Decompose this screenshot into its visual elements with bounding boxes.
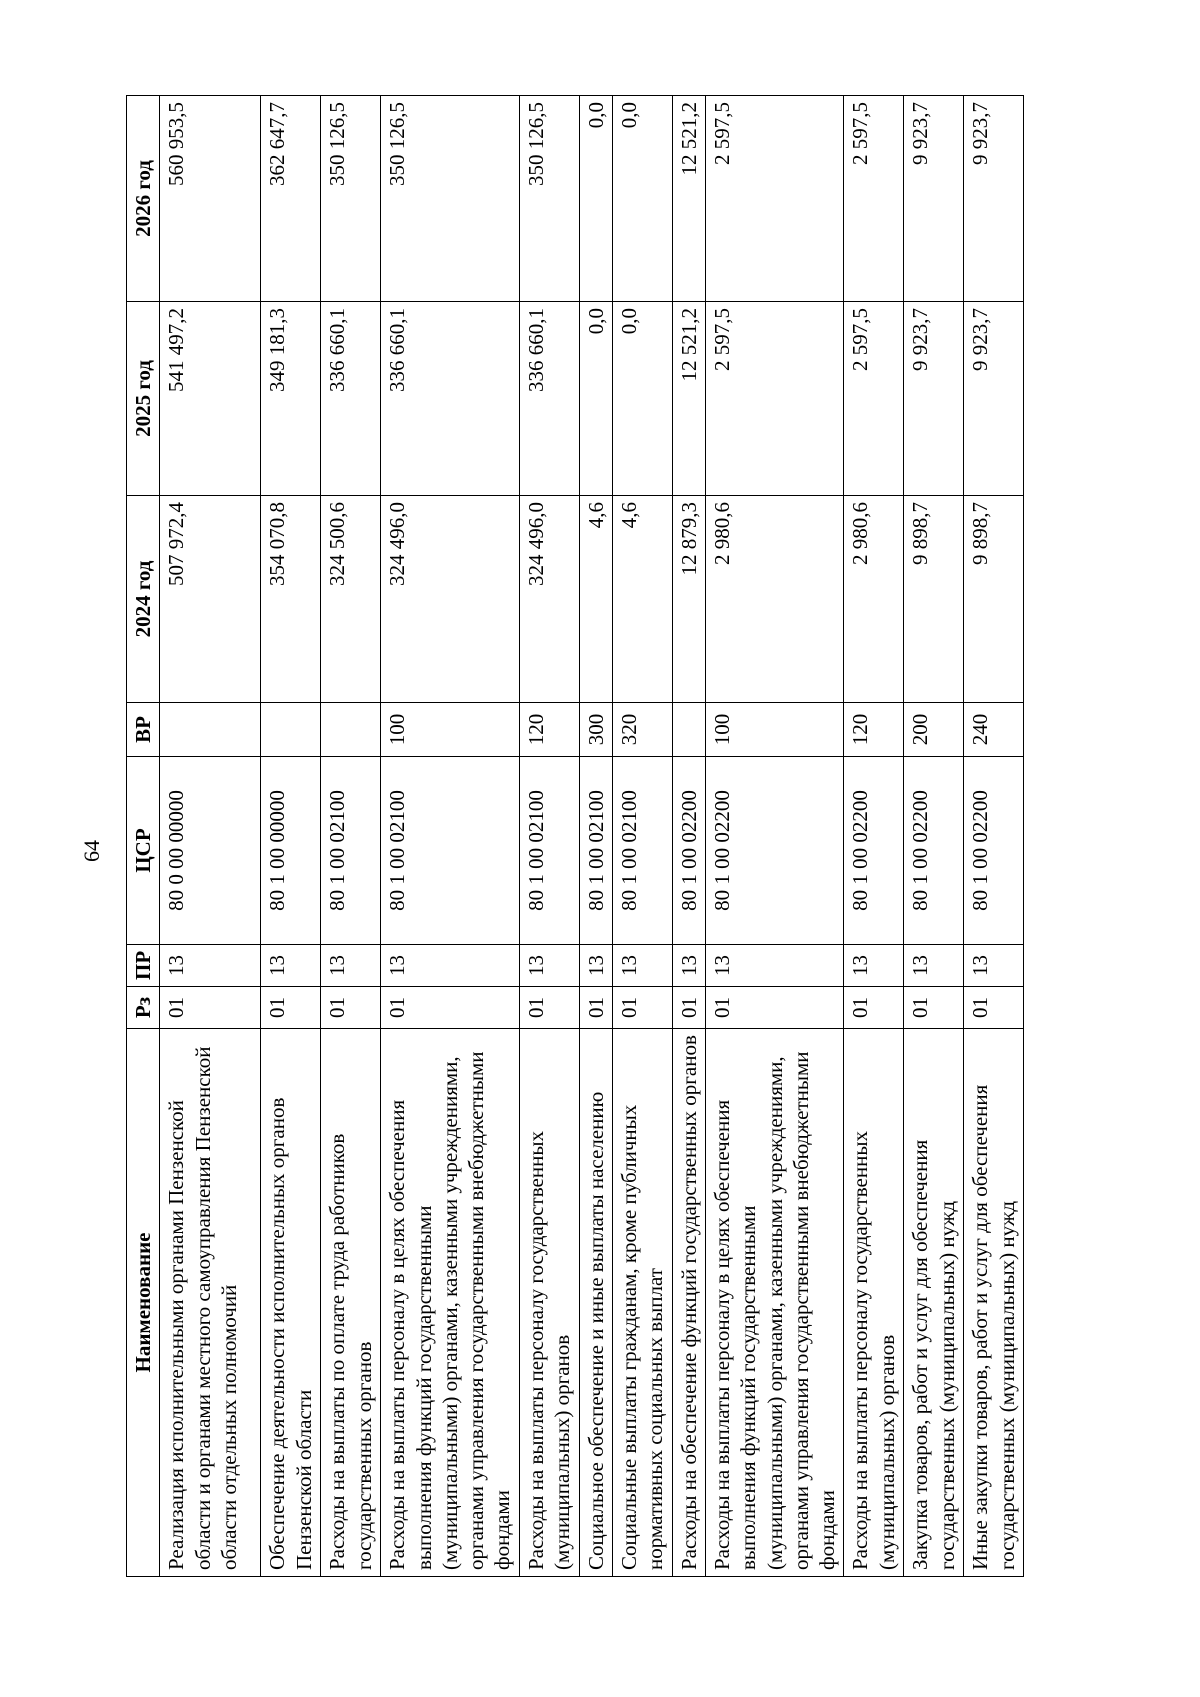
cell-2024: 354 070,8 xyxy=(261,496,321,703)
cell-pr: 13 xyxy=(160,945,261,987)
cell-csr: 80 1 00 02100 xyxy=(321,757,381,945)
cell-csr: 80 1 00 02200 xyxy=(904,757,964,945)
cell-name: Расходы на выплаты персоналу государственных (муниципальных) органов xyxy=(519,1029,579,1577)
cell-2026: 560 953,5 xyxy=(160,96,261,302)
cell-2026: 350 126,5 xyxy=(381,96,519,302)
cell-csr: 80 1 00 02200 xyxy=(844,757,904,945)
cell-2024: 2 980,6 xyxy=(706,496,844,703)
cell-2024: 9 898,7 xyxy=(904,496,964,703)
cell-csr: 80 1 00 02200 xyxy=(964,757,1024,945)
table-row xyxy=(519,96,579,1577)
cell-name: Иные закупки товаров, работ и услуг для обеспечения государственных (муниципальных) нужд xyxy=(964,1029,1024,1577)
cell-2025: 9 923,7 xyxy=(964,302,1024,496)
cell-vr: 300 xyxy=(579,703,612,757)
cell-2024: 507 972,4 xyxy=(160,496,261,703)
cell-2025: 0,0 xyxy=(579,302,612,496)
cell-csr: 80 1 00 02100 xyxy=(579,757,612,945)
page-number: 64 xyxy=(79,840,104,862)
cell-name: Расходы на обеспечение функций государственных органов xyxy=(672,1029,705,1577)
header-2025: 2025 год xyxy=(127,302,160,496)
budget-table xyxy=(126,95,1024,1577)
cell-2024: 4,6 xyxy=(612,496,672,703)
cell-2025: 12 521,2 xyxy=(672,302,705,496)
cell-rz: 01 xyxy=(160,987,261,1029)
cell-name: Расходы на выплаты персоналу в целях обеспечения выполнения функций государственными (муниципальными) органами, казенными учреждениями, органами управления государственными внебюджетными фондами xyxy=(706,1029,844,1577)
header-vr: ВР xyxy=(127,703,160,757)
cell-2024: 2 980,6 xyxy=(844,496,904,703)
cell-csr: 80 1 00 02200 xyxy=(706,757,844,945)
cell-2025: 2 597,5 xyxy=(844,302,904,496)
cell-pr: 13 xyxy=(964,945,1024,987)
cell-rz: 01 xyxy=(381,987,519,1029)
cell-name: Расходы на выплаты персоналу государственных (муниципальных) органов xyxy=(844,1029,904,1577)
cell-csr: 80 1 00 02100 xyxy=(381,757,519,945)
cell-2026: 2 597,5 xyxy=(706,96,844,302)
cell-2026: 2 597,5 xyxy=(844,96,904,302)
cell-rz: 01 xyxy=(579,987,612,1029)
cell-rz: 01 xyxy=(964,987,1024,1029)
cell-2024: 4,6 xyxy=(579,496,612,703)
cell-rz: 01 xyxy=(519,987,579,1029)
cell-pr: 13 xyxy=(672,945,705,987)
cell-name: Социальное обеспечение и иные выплаты населению xyxy=(579,1029,612,1577)
rotated-table-sheet xyxy=(126,96,1019,1577)
table-row xyxy=(904,96,964,1577)
cell-name: Закупка товаров, работ и услуг для обеспечения государственных (муниципальных) нужд xyxy=(904,1029,964,1577)
header-rz: Рз xyxy=(127,987,160,1029)
cell-vr: 120 xyxy=(519,703,579,757)
cell-pr: 13 xyxy=(706,945,844,987)
cell-2024: 324 496,0 xyxy=(519,496,579,703)
cell-vr: 200 xyxy=(904,703,964,757)
cell-csr: 80 0 00 00000 xyxy=(160,757,261,945)
table-row xyxy=(964,96,1024,1577)
cell-2024: 12 879,3 xyxy=(672,496,705,703)
cell-name: Реализация исполнительными органами Пензенской области и органами местного самоуправления Пензенской области отдельных полномочий xyxy=(160,1029,261,1577)
cell-vr: 100 xyxy=(381,703,519,757)
cell-2026: 12 521,2 xyxy=(672,96,705,302)
cell-vr xyxy=(672,703,705,757)
cell-vr xyxy=(321,703,381,757)
cell-2024: 324 496,0 xyxy=(381,496,519,703)
cell-vr: 100 xyxy=(706,703,844,757)
cell-2026: 9 923,7 xyxy=(964,96,1024,302)
cell-pr: 13 xyxy=(519,945,579,987)
cell-csr: 80 1 00 02100 xyxy=(612,757,672,945)
cell-vr: 320 xyxy=(612,703,672,757)
table-row xyxy=(160,96,261,1577)
cell-2025: 336 660,1 xyxy=(519,302,579,496)
cell-csr: 80 1 00 02200 xyxy=(672,757,705,945)
cell-2024: 324 500,6 xyxy=(321,496,381,703)
table-row xyxy=(706,96,844,1577)
cell-pr: 13 xyxy=(381,945,519,987)
cell-2026: 350 126,5 xyxy=(321,96,381,302)
cell-csr: 80 1 00 02100 xyxy=(519,757,579,945)
cell-2025: 349 181,3 xyxy=(261,302,321,496)
cell-rz: 01 xyxy=(904,987,964,1029)
cell-vr: 120 xyxy=(844,703,904,757)
table-row xyxy=(844,96,904,1577)
cell-rz: 01 xyxy=(672,987,705,1029)
cell-rz: 01 xyxy=(612,987,672,1029)
cell-2025: 336 660,1 xyxy=(321,302,381,496)
cell-2026: 362 647,7 xyxy=(261,96,321,302)
table-row xyxy=(672,96,705,1577)
table-header-row xyxy=(127,96,160,1577)
header-pr: ПР xyxy=(127,945,160,987)
cell-rz: 01 xyxy=(261,987,321,1029)
cell-pr: 13 xyxy=(904,945,964,987)
cell-2024: 9 898,7 xyxy=(964,496,1024,703)
cell-rz: 01 xyxy=(706,987,844,1029)
cell-name: Расходы на выплаты по оплате труда работников государственных органов xyxy=(321,1029,381,1577)
cell-rz: 01 xyxy=(844,987,904,1029)
table-row xyxy=(612,96,672,1577)
cell-vr: 240 xyxy=(964,703,1024,757)
cell-pr: 13 xyxy=(261,945,321,987)
cell-2025: 0,0 xyxy=(612,302,672,496)
cell-2026: 350 126,5 xyxy=(519,96,579,302)
cell-vr xyxy=(261,703,321,757)
header-name: Наименование xyxy=(127,1029,160,1577)
cell-2026: 9 923,7 xyxy=(904,96,964,302)
cell-vr xyxy=(160,703,261,757)
cell-2025: 336 660,1 xyxy=(381,302,519,496)
cell-name: Обеспечение деятельности исполнительных органов Пензенской области xyxy=(261,1029,321,1577)
table-row xyxy=(261,96,321,1577)
cell-2026: 0,0 xyxy=(612,96,672,302)
cell-pr: 13 xyxy=(321,945,381,987)
cell-csr: 80 1 00 00000 xyxy=(261,757,321,945)
table-row xyxy=(321,96,381,1577)
header-2026: 2026 год xyxy=(127,96,160,302)
cell-name: Социальные выплаты гражданам, кроме публичных нормативных социальных выплат xyxy=(612,1029,672,1577)
header-csr: ЦСР xyxy=(127,757,160,945)
cell-rz: 01 xyxy=(321,987,381,1029)
cell-2026: 0,0 xyxy=(579,96,612,302)
table-row xyxy=(579,96,612,1577)
cell-2025: 2 597,5 xyxy=(706,302,844,496)
header-2024: 2024 год xyxy=(127,496,160,703)
cell-2025: 9 923,7 xyxy=(904,302,964,496)
cell-2025: 541 497,2 xyxy=(160,302,261,496)
cell-pr: 13 xyxy=(579,945,612,987)
table-row xyxy=(381,96,519,1577)
cell-pr: 13 xyxy=(844,945,904,987)
cell-pr: 13 xyxy=(612,945,672,987)
cell-name: Расходы на выплаты персоналу в целях обеспечения выполнения функций государственными (муниципальными) органами, казенными учреждениями, органами управления государственными внебюджетными фондами xyxy=(381,1029,519,1577)
